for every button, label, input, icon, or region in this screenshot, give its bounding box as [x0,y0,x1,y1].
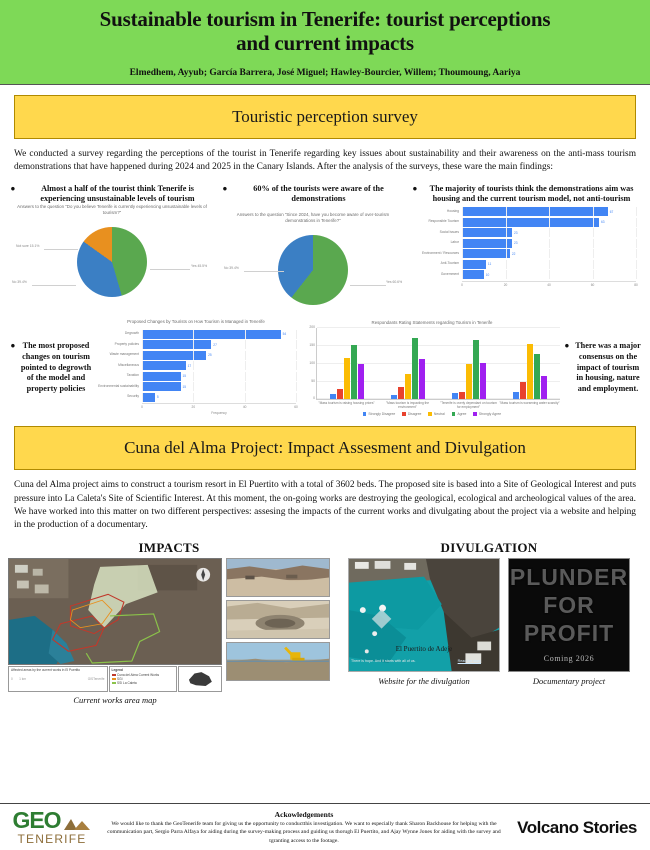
cuna-section-banner [14,426,636,470]
axis-tick-label: 60 [590,282,595,287]
pie-slices [278,235,348,305]
poster-header [0,0,650,85]
bar-track [462,270,636,279]
website-graphic [349,559,499,671]
bar-track [142,340,296,349]
bar-x-axis [142,403,296,411]
bar-group [499,328,560,399]
media-row [8,540,642,705]
bar-segment [520,382,526,399]
bar-row [96,393,296,402]
ratings-x-axis-labels [316,401,560,409]
photo-excavator-graphic [227,643,329,680]
pie-slices [77,227,147,297]
bar-track [142,372,296,381]
bar-track [142,351,296,360]
bar-row [416,218,636,227]
bar-row [96,340,296,349]
bar-value-label: 10 [485,272,490,277]
bar-category-label: Security [127,394,139,399]
bar-category-label: Responsible Tourism [428,219,459,224]
axis-tick-label: 0 [141,405,143,410]
cuna-banner-label: Cuna del Alma Project: Impact Assesment and Divulgation [124,438,526,458]
legend-item [428,412,444,416]
bullet-dot-icon: ● [222,183,228,193]
bar-segment [466,364,472,399]
bullet-dot-icon: ● [10,341,16,351]
bullet-dot-icon: ● [412,183,418,193]
legend-swatch-works-icon [112,674,116,677]
pie-leader-line [32,285,76,286]
map-legend-item: SSI La Caleta [117,681,137,686]
title-line-2: and current impacts [236,30,414,55]
axis-tick-label: 40 [547,282,551,287]
bullet-unsustainable [10,184,214,205]
bar-category-label: Social Issues [439,229,459,234]
map-legend-item: SGI [117,677,123,682]
bar-category-label: Labor [450,240,459,245]
legend-swatch-ssi-icon [112,682,116,685]
impact-photo-excavation [226,600,330,639]
axis-tick-label: 0 [313,396,315,401]
legend-swatch-icon [363,412,367,416]
legend-item [452,412,467,416]
bullet-awareness [222,184,404,205]
bar-value-label: 15 [182,384,187,389]
bar-group-label: "Mass tourism is impacting the environment" [385,400,430,409]
chart-title-unsustainable: Answers to the question "Do you believe Tenerife is currently experiencing unsustainable levels of tourism?" [17,204,207,216]
geo-logo-top: GEO [12,807,61,833]
axis-tick-label: 0 [461,282,463,287]
acknowledgements-title: Ackowledgements [274,810,334,820]
axis-tick-label: 80 [634,282,638,287]
bar-category-label: Government [440,271,459,276]
bar-row [416,270,636,279]
bar-group-label: "Tenerife is overly dependant on tourism for employment" [440,400,497,409]
bar-group [378,328,439,399]
legend-item [402,412,421,416]
bar-row [416,207,636,216]
bar-value-label: 67 [609,209,614,214]
bar-value-label: 27 [213,342,217,347]
bar-row [416,260,636,269]
legend-label: Strongly Agree [478,412,502,417]
title-line-1: Sustainable tourism in Tenerife: tourist perceptions [99,7,551,31]
bar-segment [419,359,425,399]
finding-proposed-changes-text [6,341,92,394]
bar-segment [541,376,547,399]
bar-category-label: Taxation [126,373,139,378]
bar-row [416,239,636,248]
documentary-title-line-3: PROFIT [523,620,615,647]
axis-tick-label: 40 [242,405,247,410]
impact-photo-quarry [226,558,330,597]
photo-excavation-graphic [227,601,329,638]
bullet-label: Almost a half of the tourist think Tenerife is experiencing unsustainable levels of tourism [40,183,195,203]
pie-label-yes: Yes 60.6% [386,279,403,284]
bar-category-label: Waste management [109,352,139,357]
impacts-content [8,558,330,705]
legend-swatch-icon [473,412,477,416]
bullet-consensus [564,341,642,394]
ratings-plot-area [309,325,560,401]
bar-segment [452,393,458,399]
website-overlay-title: El Puertito de Adeje [395,644,453,653]
bar-track [462,260,636,269]
bar-segment [405,374,411,399]
photo-quarry-graphic [227,559,329,596]
bar-track [462,239,636,248]
bar-segment [459,392,465,399]
divulgation-content [336,558,642,672]
impact-photos [226,558,330,705]
finding-consensus-text [564,341,644,394]
pie-leader-line [244,271,284,272]
survey-findings-row-2 [6,319,644,418]
current-works-area-map-image [8,558,222,665]
ratings-legend [300,412,564,416]
axis-tick-label: 200 [309,325,315,330]
website-read-story-link[interactable]: Read the story [457,658,481,663]
bar-row [96,382,296,391]
pie-label-yes: Yes 45.5% [191,263,208,268]
pie-leader-line [150,269,190,270]
bar-segment [398,387,404,399]
pie-chart-unsustainable [10,221,214,303]
map-legend-title-box [8,666,108,692]
bar-track [462,249,636,258]
axis-tick-label: 50 [311,378,315,383]
divulgation-heading: DIVULGATION [440,539,538,555]
legend-label: Neutral [433,412,445,417]
bar-value-label: 25 [208,353,212,358]
bar-segment [513,392,519,398]
volcano-stories-label: Volcano Stories [517,817,637,837]
bar-value-label: 22 [511,251,516,256]
bar-track [462,218,636,227]
bar-track [142,393,296,402]
divulgation-column [330,540,642,705]
legend-label: Disagree [407,412,422,417]
bar-row [96,351,296,360]
bar-category-label: Housing [446,208,459,213]
geotenerife-logo [8,807,96,846]
bar-category-label: Property policies [114,341,139,346]
bar-value-label: 15 [182,374,187,379]
bar-segment [330,394,336,399]
bar-value-label: 23 [514,230,518,235]
impact-photo-excavator [226,642,330,681]
bar-track [462,228,636,237]
bar-segment [534,354,540,399]
bullet-dot-icon: ● [10,183,16,193]
axis-tick-label: 100 [309,360,315,365]
page-title [10,8,640,55]
legend-label: Strongly Disagree [368,412,396,417]
axis-tick-label: 60 [294,405,298,410]
legend-item [473,412,501,416]
impacts-column [8,540,330,705]
map-block [8,558,222,705]
bullet-label: 60% of the tourists were aware of the demonstrations [253,183,384,203]
bar-row [96,372,296,381]
survey-findings-row-1 [6,184,644,311]
bar-row [96,330,296,339]
axis-tick-label: 150 [309,343,315,348]
axis-tick-label: 20 [191,405,196,410]
bullet-proposed-changes [10,341,92,394]
pie-chart-awareness [222,229,404,311]
bar-x-axis-title: Frequency [211,411,227,416]
legend-swatch-icon [402,412,406,416]
documentary-caption: Documentary project [532,675,606,686]
bar-category-label: Degrowth [124,331,139,336]
documentary-poster [508,558,630,672]
legend-swatch-icon [452,412,456,416]
pie-label-no: No 39.4% [224,265,239,270]
map-caption: Current works area map [73,694,157,705]
bar-group [439,328,500,399]
bar-row [416,249,636,258]
website-screenshot[interactable] [348,558,500,672]
map-graphic [9,559,221,664]
finding-demonstration-aims [408,184,644,311]
cuna-description-text: Cuna del Alma project aims to construct a tourism resort in El Puertito with a total of 3602 beds. The proposed site is based into a Site of Geological Interest and puts pressure into La Caleta's Site of Scientific Interest. At this moment, the on-going works are destroying the geological, ecological and archeological values of the area. We have worked into this matter on two different perspectives: assesing the impacts of the current works and divulgating about the project via a website and helping in the production of a documentary. [14,480,636,531]
chart-title-awareness: Answers to the question "Since 2024, have you become aware of over-tourism demonstrations in Tenerife?" [236,212,390,224]
tenerife-island-icon [181,670,219,688]
bar-track [462,207,636,216]
survey-section-banner [14,95,636,139]
bar-segment [527,344,533,399]
bullet-label: There was a major consensus on the impact of tourism in housing, nature and employment. [575,341,641,393]
legend-label: Agree [457,412,467,417]
map-scalebar: 0 1 km [11,677,27,682]
bar-segment [351,345,357,399]
impacts-heading: IMPACTS [138,539,200,555]
bar-value-label: 54 [282,332,287,337]
bar-value-label: 11 [487,262,492,267]
documentary-title-line-2: FOR [543,592,595,619]
pie-label-no: No 39.4% [12,279,27,284]
bar-groups [317,328,560,399]
map-legend-item: Cuna del Alma Current Works [117,673,160,678]
website-overlay-text: There is hope. And it starts with all of us. [351,658,416,663]
bar-row [96,361,296,370]
bar-category-label: Environmental sustainability [98,383,139,388]
chart-container-proposed-changes [92,319,300,418]
bullet-label: The most proposed changes on tourism pointed to degrowth of the model and property policies [20,341,92,393]
bar-chart-ratings [300,325,564,417]
legend-swatch-icon [428,412,432,416]
bar-category-label: Miscellaneous [118,362,139,367]
bar-segment [358,364,364,399]
volcano-stories-logo [512,818,642,838]
acknowledgements-block [102,810,506,844]
documentary-release-date: Coming 2026 [543,654,595,664]
map-legend-label: Legend [111,668,123,673]
bar-segment [337,389,343,399]
map-legend-title: Affected areas by the current works in El Puertito [11,668,81,673]
legend-swatch-sgi-icon [112,678,116,681]
bar-track [142,361,296,370]
pie-leader-line [350,285,386,286]
bar-x-axis [462,281,636,289]
bar-category-label: Environment / Resources [421,250,459,255]
finding-unsustainable [6,184,218,311]
bar-value-label: 23 [514,241,518,246]
mountain-icon [62,817,92,830]
website-caption: Website for the divulgation [378,675,470,686]
divulgation-captions [336,672,642,686]
bar-segment [412,338,418,399]
map-legend [8,666,222,692]
bar-group-label: "Mass tourism is raising housing prices" [318,400,375,405]
documentary-title-line-1: PLUNDER [509,564,629,591]
pie-leader-line [44,249,78,250]
author-list: Elmedhem, Ayyub; García Barrera, José Miguel; Hawley-Bourcier, Willem; Thoumoung, Aariya [129,68,521,79]
bar-value-label: 63 [601,220,605,225]
survey-intro-text: We conducted a survey regarding the perceptions of the tourist in Tenerife regarding key issues about sustainability and their awareness on the anti-mass tourism demonstrations that have happened during 2024 and 2025 in the Canary Islands. After the analysis of the surveys, these ware the main findings: [14,149,636,173]
chart-title-ratings: Respondants Rating Statements regarding Tourism in Tenerife [371,319,493,325]
bar-value-label: 17 [187,363,192,368]
bar-chart-proposed-changes [92,327,300,418]
pie-label-notsure: Not sure 15.1% [16,243,40,248]
survey-banner-label: Touristic perception survey [232,107,418,127]
map-attribution: GISTenerife [87,677,105,682]
geo-logo-bottom: TENERIFE [17,832,87,846]
axis-tick-label: 20 [503,282,508,287]
bar-chart-demonstration-aims [412,204,640,291]
bullet-dot-icon: ● [564,341,570,351]
bar-track [142,382,296,391]
bar-track [142,330,296,339]
legend-item [363,412,395,416]
bar-segment [473,340,479,399]
bar-segment [480,363,486,399]
chart-container-ratings [300,320,564,416]
bar-group [317,328,378,399]
finding-awareness [218,184,408,311]
bullet-label: The majority of tourists think the demonstrations aim was housing and the current tourism model, not anti-tourism [429,183,634,203]
chart-title-proposed-changes: Proposed Changes by Tourists on How Tourism is Managed in Tenerife [127,318,265,324]
bar-segment [391,395,397,399]
bar-group-label: "Mass tourism is worsening water scarcity" [499,400,560,405]
poster-footer [0,803,650,850]
bar-segment [344,358,350,399]
bar-category-label: Anti-Tourism [440,261,459,266]
bullet-demonstration-aims [412,184,640,205]
tenerife-inset-box [178,666,222,692]
bar-value-label: 5 [156,395,159,400]
bar-row [416,228,636,237]
map-legend-items-box [109,666,177,692]
acknowledgements-text: We would like to thank the GeoTenerife team for giving us the opportunity to conductthis investigation. We want to especially thank Sharon Backhouse for helping with the communication part, Sergio Parra Alfaya for aiding during the survey-making process and guiding us thorugh El Puertito, and Ajay Wynne Jones for aiding with the survey and tgranting access to the footage. [107,821,501,844]
